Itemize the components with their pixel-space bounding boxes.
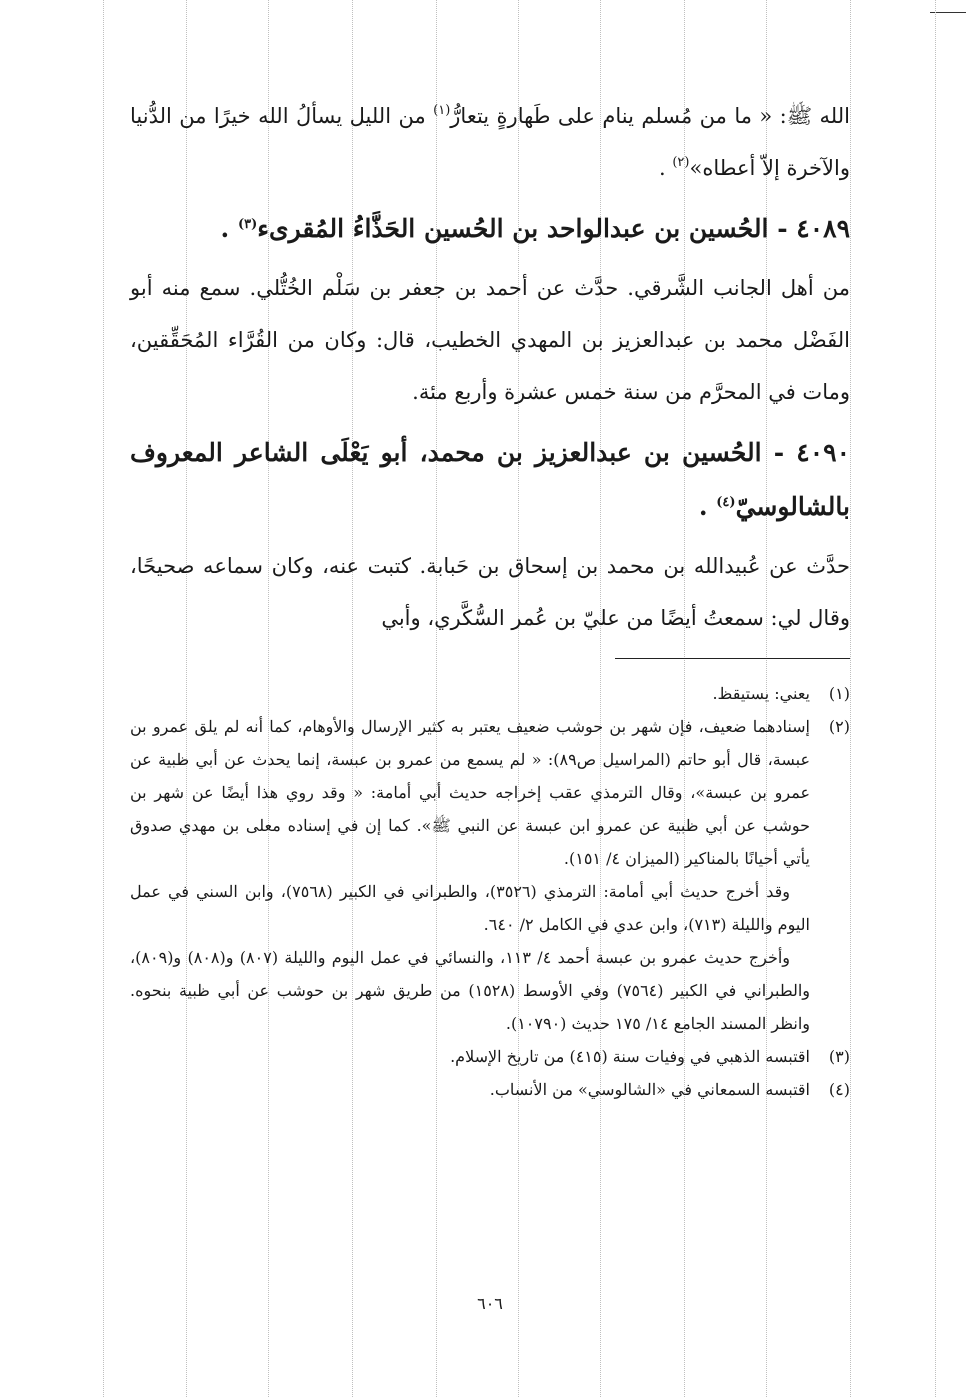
footnote-ref-1[interactable]: (١) <box>433 103 451 118</box>
entry-body-4089: من أهل الجانب الشَّرقي. حدَّث عن أحمد بن جعفر بن سَلْم الخُتُّلي. سمع منه أبو الفَضْل محمد بن عبدالعزيز بن المهدي الخطيب، قال: وكان من القُرَّاء المُحَقِّقين، ومات في المحرَّم من سنة خمس عشرة وأربع مئة. <box>130 276 850 404</box>
punctuation: . <box>698 492 717 521</box>
book-page <box>130 90 850 1106</box>
footnote-ref-2[interactable]: (٢) <box>672 155 690 170</box>
footnote-4 <box>130 1073 850 1106</box>
page-number: ٦٠٦ <box>477 1294 503 1313</box>
footnote-number: (١) <box>828 684 850 703</box>
footnote-2-continuation: وقد أخرج حديث أبي أمامة: الترمذي (٣٥٢٦)، والطبراني في الكبير (٧٥٦٨)، وابن السني في عمل اليوم والليلة (٧١٣)، وابن عدي في الكامل ٢/ ٦٤٠. <box>130 882 810 934</box>
scan-dot-guide <box>103 0 104 1397</box>
footnote-ref-4[interactable]: (٤) <box>716 495 736 510</box>
entry-title-4089: ٤٠٨٩ - الحُسين بن عبدالواحد بن الحُسين الحَذَّاءُ المُقرىء <box>257 214 850 243</box>
footnote-2-continuation: وأخرج حديث عمرو بن عبسة أحمد ٤/ ١١٣، والنسائي في عمل اليوم والليلة (٨٠٧) و(٨٠٨) و(٨٠٩)، والطبراني في الكبير (٧٥٦٤) وفي الأوسط (١٥٢٨) من طريق شهر بن حوشب عن أبي ظبية بنحوه. وانظر المسند الجامع ١٤/ ١٧٥ حديث (١٠٧٩٠). <box>130 948 810 1033</box>
punctuation: . <box>658 156 673 180</box>
footnote-ref-3[interactable]: (٣) <box>237 217 258 232</box>
footnotes-section <box>130 677 850 1106</box>
footnote-3 <box>130 1040 850 1073</box>
entry-heading-4089 <box>130 202 850 256</box>
footnote-text: إسنادهما ضعيف، فإن شهر بن حوشب ضعيف يعتبر به كثير الإرسال والأوهام، كما أنه لم يلق عمرو بن عبسة، قال أبو حاتم (المراسيل ص٨٩): « لم يسمع من عمرو بن عبسة، إنما يحدث عن أبي ظبية عن عمرو بن عبسة»، وقال الترمذي عقب إخراجه حديث أبي أمامة: « وقد روي هذا أيضًا عن شهر بن حوشب عن أبي ظبية عن عمرو ابن عبسة عن النبي ﷺ». كما إن في إسناده معلى بن مهدي صدوق يأتي أحيانًا بالمناكير (الميزان ٤/ ١٥١). <box>130 717 811 868</box>
footnote-number: (٤) <box>828 1080 850 1099</box>
entry-title-4090: ٤٠٩٠ - الحُسين بن عبدالعزيز بن محمد، أبو يَعْلَى الشاعر المعروف بالشالوسيّ <box>130 438 850 521</box>
hadith-paragraph <box>130 90 850 194</box>
footnote-number: (٣) <box>828 1047 850 1066</box>
scan-dot-guide <box>935 0 936 1397</box>
footnote-2 <box>130 710 850 875</box>
footnote-text: يعني: يستيقظ. <box>712 684 810 703</box>
punctuation: . <box>220 214 238 243</box>
footnote-separator <box>615 658 850 659</box>
footnote-1 <box>130 677 850 710</box>
entry-body-4090: حدَّث عن عُبيدالله بن محمد بن إسحاق بن حَبابة. كتبت عنه، وكان سماعه صحيحًا، وقال لي: سمعتُ أيضًا من عليّ بن عُمر السُّكَّري، وأبي <box>130 554 850 630</box>
entry-heading-4090 <box>130 426 850 534</box>
footnote-number: (٢) <box>828 717 850 736</box>
footnote-text: اقتبسه السمعاني في «الشالوسي» من الأنساب. <box>489 1080 810 1099</box>
hadith-text-part1: الله ﷺ: « ما من مُسلم ينام على طَهارةٍ يتعارُّ <box>450 104 850 128</box>
footnote-text: اقتبسه الذهبي في وفيات سنة (٤١٥) من تاريخ الإسلام. <box>450 1047 810 1066</box>
hadith-text-part2: من الليل يسألُ الله خيرًا من الدُّنيا والآخرة إلاّ أعطاه» <box>130 104 850 180</box>
scan-dot-guide <box>850 0 851 1397</box>
